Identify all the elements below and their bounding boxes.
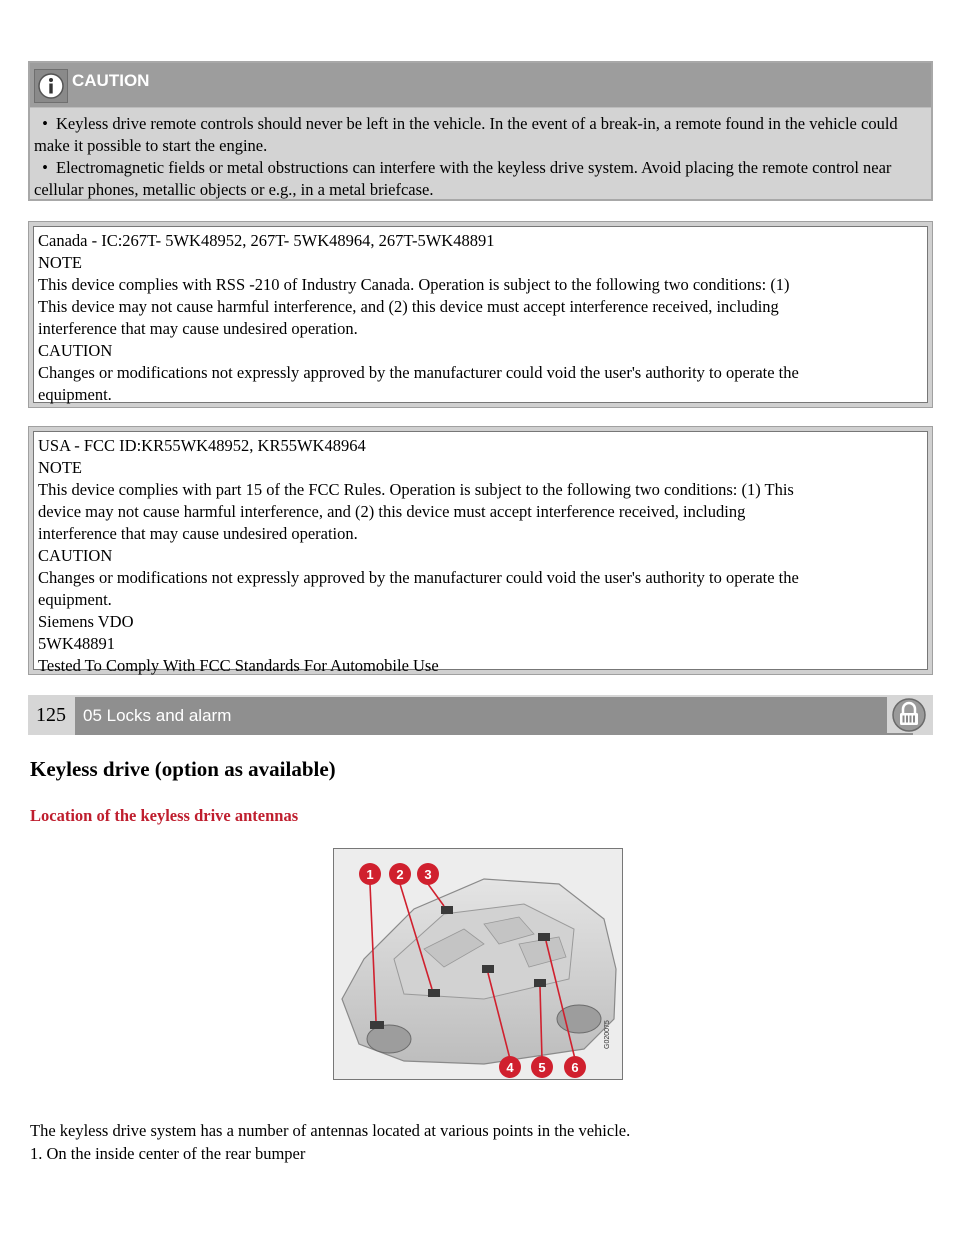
antenna-module: [538, 933, 550, 941]
compliance-line: This device may not cause harmful interference, and (2) this device must accept interference received, including: [38, 297, 779, 316]
compliance-line: interference that may cause undesired operation.: [38, 319, 358, 338]
bullet-icon: •: [42, 114, 48, 133]
antenna-module: [428, 989, 440, 997]
figure-code: G020075: [604, 1020, 611, 1049]
svg-text:1: 1: [366, 867, 374, 882]
canada-compliance-text: [33, 226, 928, 403]
list-item: 1. On the inside center of the rear bumper: [30, 1144, 306, 1163]
antenna-module: [482, 965, 494, 973]
intro-paragraph: The keyless drive system has a number of antennas located at various points in the vehicle.: [30, 1121, 631, 1140]
compliance-line: CAUTION: [38, 341, 113, 360]
page-number: 125: [28, 695, 74, 735]
antenna-location-figure: [333, 848, 623, 1080]
caution-list: [30, 108, 931, 201]
antenna-module: [441, 906, 453, 914]
chapter-header: [28, 695, 933, 735]
compliance-line: This device complies with RSS -210 of Industry Canada. Operation is subject to the following two conditions: (1): [38, 275, 790, 294]
compliance-line: 5WK48891: [38, 634, 115, 653]
compliance-line: CAUTION: [38, 546, 113, 565]
compliance-line: Changes or modifications not expressly approved by the manufacturer could void the user's authority to operate the: [38, 568, 799, 587]
svg-text:5: 5: [538, 1060, 546, 1075]
caution-box: [28, 61, 933, 201]
caution-item: • Electromagnetic fields or metal obstructions can interfere with the keyless drive system. Avoid placing the remote control near cellular phones, metallic objects or e.g., in a metal briefcase.: [34, 158, 892, 199]
compliance-line: USA - FCC ID:KR55WK48952, KR55WK48964: [38, 436, 366, 455]
compliance-line: equipment.: [38, 385, 112, 404]
compliance-line: Siemens VDO: [38, 612, 134, 631]
compliance-line: device may not cause harmful interference, and (2) this device must accept interference received, including: [38, 502, 746, 521]
compliance-line: Changes or modifications not expressly approved by the manufacturer could void the user's authority to operate the: [38, 363, 799, 382]
caution-title: CAUTION: [72, 71, 150, 90]
compliance-line: interference that may cause undesired operation.: [38, 524, 358, 543]
section-title: Keyless drive (option as available): [30, 757, 336, 781]
svg-text:4: 4: [506, 1060, 514, 1075]
antenna-module: [534, 979, 546, 987]
usa-compliance-box: [28, 426, 933, 675]
compliance-line: NOTE: [38, 458, 82, 477]
canada-compliance-box: [28, 221, 933, 408]
antenna-module: [370, 1021, 384, 1029]
compliance-line: equipment.: [38, 590, 112, 609]
compliance-line: Tested To Comply With FCC Standards For Automobile Use: [38, 656, 439, 675]
info-icon: [34, 69, 68, 103]
compliance-line: Canada - IC:267T- 5WK48952, 267T- 5WK48964, 267T-5WK48891: [38, 231, 495, 250]
compliance-line: This device complies with part 15 of the FCC Rules. Operation is subject to the following two conditions: (1) This: [38, 480, 794, 499]
compliance-line: NOTE: [38, 253, 82, 272]
svg-text:3: 3: [424, 867, 432, 882]
lock-icon: [887, 697, 931, 733]
chapter-title: 05 Locks and alarm: [83, 706, 232, 725]
svg-text:6: 6: [571, 1060, 579, 1075]
caution-header: [30, 63, 931, 108]
chapter-title-bar: [75, 697, 913, 735]
bullet-icon: •: [42, 158, 48, 177]
svg-text:2: 2: [396, 867, 404, 882]
caution-item: • Keyless drive remote controls should never be left in the vehicle. In the event of a break-in, a remote found in the vehicle could make it possible to start the engine.: [34, 114, 898, 155]
usa-compliance-text: [33, 431, 928, 675]
subsection-title: Location of the keyless drive antennas: [30, 806, 299, 825]
front-wheel: [557, 1005, 601, 1033]
rear-wheel: [367, 1025, 411, 1053]
